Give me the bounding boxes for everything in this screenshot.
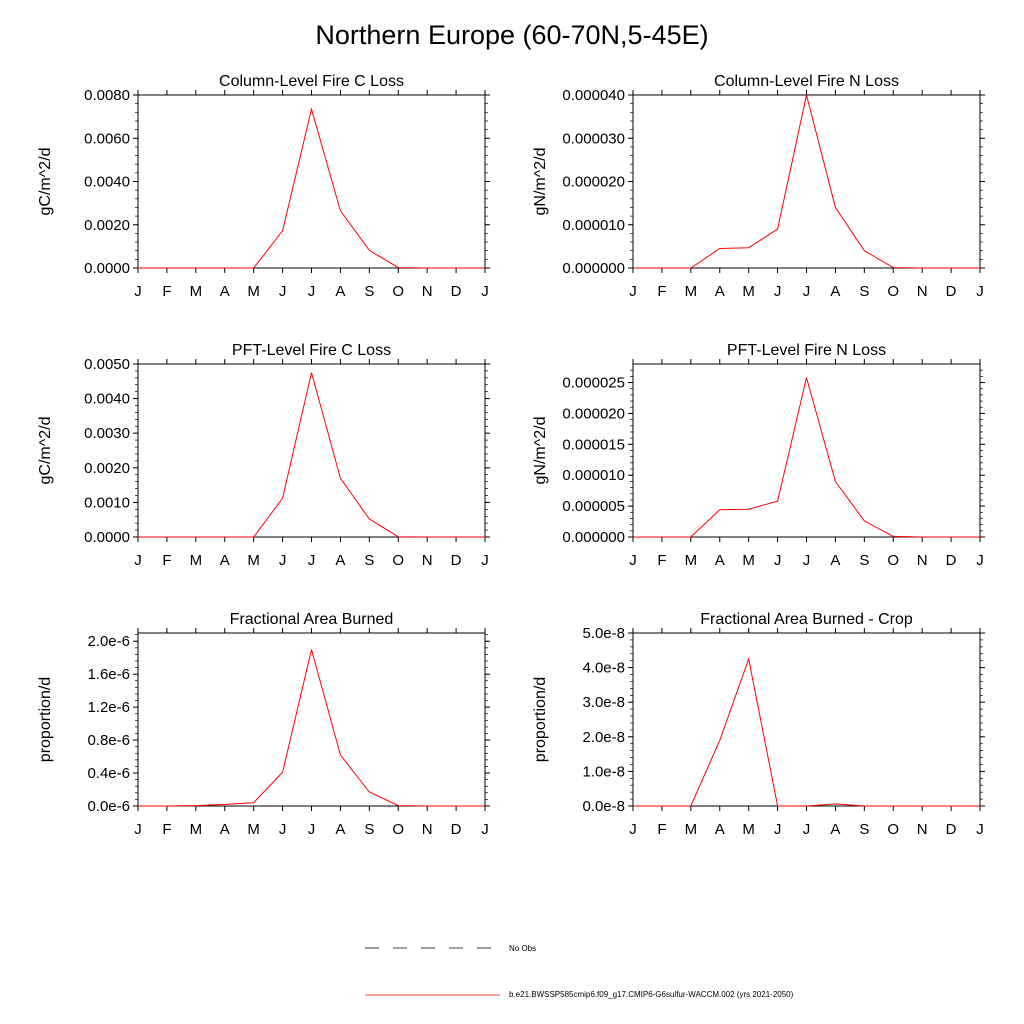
y-tick-label: 1.2e-6 bbox=[87, 699, 130, 717]
chart-title: Fractional Area Burned bbox=[229, 611, 394, 628]
x-tick-label: J bbox=[134, 821, 142, 838]
x-tick-label: A bbox=[714, 821, 725, 838]
x-tick-label: S bbox=[859, 552, 870, 569]
x-tick-label: J bbox=[629, 821, 637, 838]
plot-frame bbox=[633, 95, 980, 268]
x-tick-label: J bbox=[773, 821, 782, 838]
plot-frame bbox=[138, 633, 485, 806]
x-tick-label: J bbox=[278, 283, 287, 300]
x-tick-label: F bbox=[657, 283, 667, 300]
x-tick-label: J bbox=[773, 283, 782, 300]
series-line bbox=[633, 95, 980, 268]
x-tick-label: A bbox=[714, 552, 725, 569]
x-tick-label: D bbox=[945, 821, 957, 838]
x-tick-label: S bbox=[364, 552, 375, 569]
x-tick-label: A bbox=[335, 552, 346, 569]
series-line bbox=[138, 650, 485, 807]
x-tick-label: J bbox=[802, 283, 811, 300]
y-tick-label: 0.4e-6 bbox=[87, 765, 130, 783]
y-tick-label: 3.0e-8 bbox=[582, 694, 625, 712]
x-tick-label: J bbox=[802, 552, 811, 569]
chart-panel-3 bbox=[37, 342, 490, 569]
x-tick-label: M bbox=[189, 821, 203, 838]
y-axis-label: proportion/d bbox=[37, 676, 54, 763]
chart-title: Column-Level Fire N Loss bbox=[714, 73, 899, 90]
y-tick-label: 0.0e-8 bbox=[582, 798, 625, 815]
x-tick-label: S bbox=[859, 283, 870, 300]
chart-panel-2 bbox=[532, 73, 985, 300]
y-tick-label: 0.0000 bbox=[84, 260, 130, 277]
y-tick-label: 2.0e-6 bbox=[87, 633, 130, 651]
x-tick-label: J bbox=[134, 283, 142, 300]
y-tick-label: 0.0030 bbox=[84, 425, 130, 443]
series-line bbox=[138, 373, 485, 537]
y-tick-label: 0.000000 bbox=[562, 529, 625, 546]
x-tick-label: D bbox=[450, 283, 462, 300]
x-tick-label: A bbox=[219, 552, 230, 569]
x-tick-label: N bbox=[421, 821, 433, 838]
y-tick-label: 0.000000 bbox=[562, 260, 625, 277]
x-tick-label: J bbox=[307, 821, 316, 838]
x-tick-label: F bbox=[162, 283, 172, 300]
x-tick-label: M bbox=[742, 283, 755, 300]
x-tick-label: A bbox=[335, 821, 346, 838]
x-tick-label: F bbox=[162, 821, 172, 838]
x-tick-label: A bbox=[219, 821, 230, 838]
y-tick-label: 0.000030 bbox=[562, 130, 625, 148]
chart-title: PFT-Level Fire N Loss bbox=[726, 342, 887, 359]
x-tick-label: A bbox=[714, 283, 725, 300]
x-tick-label: D bbox=[945, 552, 957, 569]
x-tick-label: A bbox=[830, 552, 841, 569]
x-tick-label: J bbox=[976, 552, 984, 569]
series-line bbox=[633, 659, 980, 806]
x-tick-label: M bbox=[684, 821, 698, 838]
y-axis-label: gN/m^2/d bbox=[532, 147, 549, 216]
y-tick-label: 0.0060 bbox=[84, 130, 130, 148]
page-title: Northern Europe (60-70N,5-45E) bbox=[315, 20, 709, 50]
x-tick-label: J bbox=[481, 283, 489, 300]
y-axis-label: gC/m^2/d bbox=[37, 416, 54, 485]
y-tick-label: 5.0e-8 bbox=[582, 625, 625, 642]
x-tick-label: M bbox=[742, 821, 755, 838]
y-tick-label: 0.000015 bbox=[562, 436, 625, 454]
plot-frame bbox=[138, 364, 485, 537]
y-tick-label: 0.000020 bbox=[562, 405, 625, 423]
y-axis-label: gN/m^2/d bbox=[532, 416, 549, 485]
x-tick-label: J bbox=[307, 552, 316, 569]
x-tick-label: M bbox=[189, 552, 203, 569]
legend-no-obs-label: No Obs bbox=[509, 944, 537, 953]
y-tick-label: 0.0000 bbox=[84, 529, 130, 546]
plot-frame bbox=[138, 95, 485, 268]
x-tick-label: S bbox=[364, 821, 375, 838]
x-tick-label: N bbox=[916, 821, 928, 838]
y-tick-label: 1.6e-6 bbox=[87, 666, 130, 684]
x-tick-label: O bbox=[887, 552, 900, 569]
y-tick-label: 0.000020 bbox=[562, 173, 625, 191]
x-tick-label: O bbox=[887, 821, 900, 838]
y-tick-label: 1.0e-8 bbox=[582, 763, 625, 781]
x-tick-label: J bbox=[278, 552, 287, 569]
x-tick-label: O bbox=[392, 552, 405, 569]
x-tick-label: M bbox=[742, 552, 755, 569]
plot-frame bbox=[633, 364, 980, 537]
x-tick-label: D bbox=[945, 283, 957, 300]
chart-panel-1 bbox=[37, 73, 490, 300]
y-tick-label: 0.0040 bbox=[84, 173, 130, 191]
x-tick-label: A bbox=[830, 283, 841, 300]
y-tick-label: 0.0050 bbox=[84, 356, 130, 373]
chart-panel-4 bbox=[532, 342, 985, 569]
y-tick-label: 0.8e-6 bbox=[87, 732, 130, 750]
x-tick-label: F bbox=[657, 821, 667, 838]
chart-title: PFT-Level Fire C Loss bbox=[231, 342, 392, 359]
y-tick-label: 0.000040 bbox=[562, 87, 625, 104]
x-tick-label: M bbox=[189, 283, 203, 300]
y-tick-label: 0.0080 bbox=[84, 87, 130, 104]
y-tick-label: 4.0e-8 bbox=[582, 659, 625, 677]
x-tick-label: N bbox=[916, 283, 928, 300]
x-tick-label: O bbox=[392, 283, 405, 300]
x-tick-label: J bbox=[481, 821, 489, 838]
x-tick-label: A bbox=[830, 821, 841, 838]
x-tick-label: J bbox=[629, 552, 637, 569]
series-line bbox=[633, 378, 980, 537]
x-tick-label: N bbox=[916, 552, 928, 569]
x-tick-label: N bbox=[421, 283, 433, 300]
x-tick-label: J bbox=[134, 552, 142, 569]
x-tick-label: M bbox=[247, 552, 260, 569]
x-tick-label: F bbox=[657, 552, 667, 569]
x-tick-label: S bbox=[364, 283, 375, 300]
x-tick-label: A bbox=[335, 283, 346, 300]
y-tick-label: 0.000025 bbox=[562, 374, 625, 392]
x-tick-label: A bbox=[219, 283, 230, 300]
x-tick-label: J bbox=[307, 283, 316, 300]
y-tick-label: 0.0010 bbox=[84, 494, 130, 512]
x-tick-label: J bbox=[976, 821, 984, 838]
y-tick-label: 0.0020 bbox=[84, 459, 130, 477]
x-tick-label: J bbox=[802, 821, 811, 838]
chart-panel-5 bbox=[37, 611, 490, 838]
plot-frame bbox=[633, 633, 980, 806]
x-tick-label: F bbox=[162, 552, 172, 569]
chart-panel-6 bbox=[532, 611, 985, 838]
y-axis-label: proportion/d bbox=[532, 676, 549, 763]
x-tick-label: J bbox=[481, 552, 489, 569]
x-tick-label: M bbox=[684, 552, 698, 569]
x-tick-label: O bbox=[887, 283, 900, 300]
y-tick-label: 0.0040 bbox=[84, 390, 130, 408]
y-tick-label: 0.000010 bbox=[562, 467, 625, 485]
x-tick-label: J bbox=[773, 552, 782, 569]
x-tick-label: J bbox=[976, 283, 984, 300]
y-tick-label: 0.000010 bbox=[562, 216, 625, 234]
chart-title: Column-Level Fire C Loss bbox=[219, 73, 404, 90]
series-line bbox=[138, 109, 485, 268]
legend-model-label: b.e21.BWSSP585cmip6.f09_g17.CMIP6-G6sulfur-WACCM.002 (yrs 2021-2050) bbox=[509, 990, 794, 999]
x-tick-label: M bbox=[684, 283, 698, 300]
x-tick-label: J bbox=[278, 821, 287, 838]
x-tick-label: D bbox=[450, 821, 462, 838]
x-tick-label: M bbox=[247, 283, 260, 300]
y-tick-label: 0.000005 bbox=[562, 498, 625, 516]
x-tick-label: M bbox=[247, 821, 260, 838]
y-tick-label: 0.0020 bbox=[84, 216, 130, 234]
x-tick-label: D bbox=[450, 552, 462, 569]
chart-title: Fractional Area Burned - Crop bbox=[700, 611, 913, 628]
x-tick-label: S bbox=[859, 821, 870, 838]
x-tick-label: J bbox=[629, 283, 637, 300]
y-tick-label: 0.0e-6 bbox=[87, 798, 130, 815]
x-tick-label: N bbox=[421, 552, 433, 569]
y-tick-label: 2.0e-8 bbox=[582, 728, 625, 746]
y-axis-label: gC/m^2/d bbox=[37, 147, 54, 216]
x-tick-label: O bbox=[392, 821, 405, 838]
